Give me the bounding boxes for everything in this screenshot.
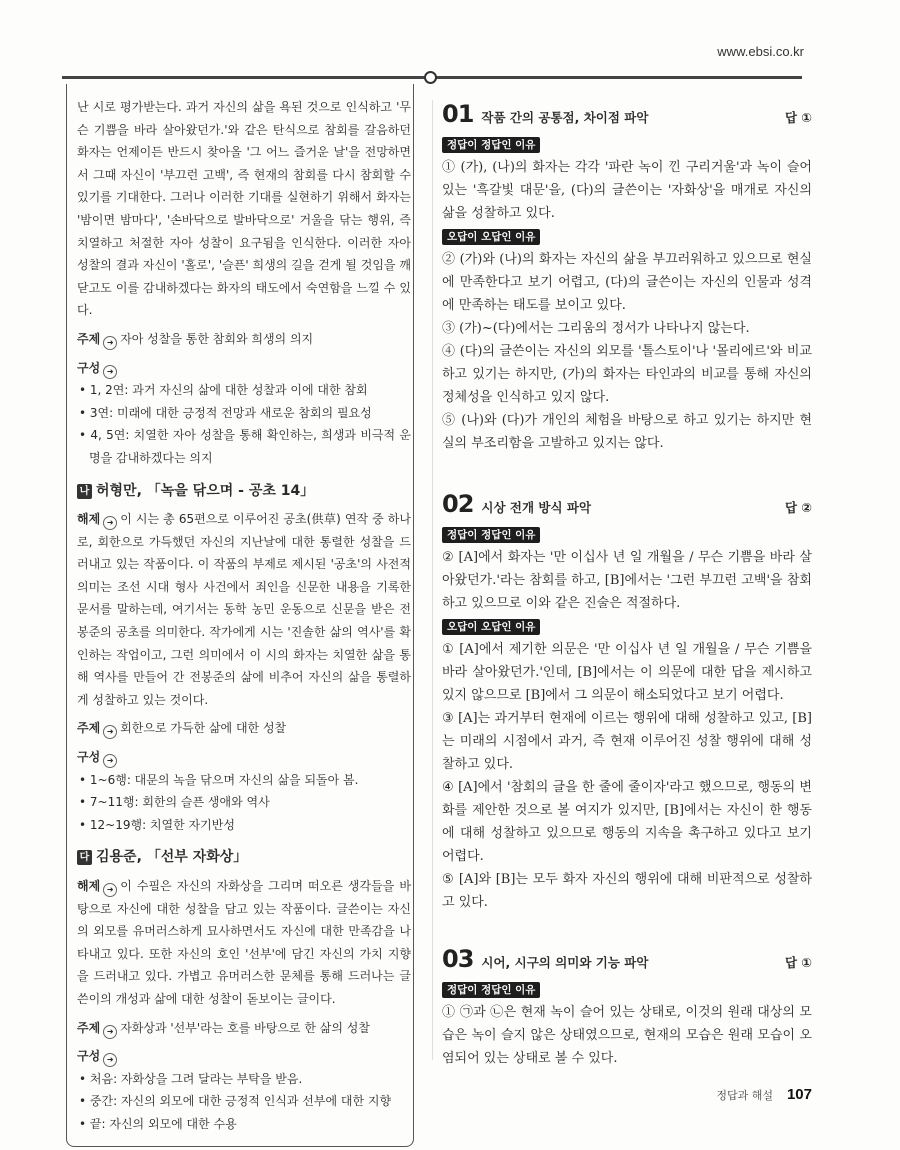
- column-divider: [432, 100, 433, 1060]
- arrow-icon: ➜: [103, 754, 117, 768]
- arrow-icon: ➜: [103, 883, 117, 897]
- page-footer: [442, 1086, 812, 1123]
- structure-label: 구성: [77, 1049, 101, 1064]
- explanation: ② [A]에서 화자는 '만 이십사 년 일 개월을 / 무슨 기쁨을 바라 살아왔던가.'라는 참회를 하고, [B]에서는 '그런 부끄런 고백'을 참회하고 있으므로 이와 같은 진술은 적절하다.: [442, 550, 812, 611]
- arrow-icon: ➜: [103, 725, 117, 739]
- correct-reason-tag: 정답이 정답인 이유: [442, 982, 540, 998]
- structure-item: • 끝: 자신의 외모에 대한 수용: [79, 1116, 237, 1131]
- explanation: ③ (가)~(다)에서는 그리움의 정서가 나타나지 않는다.: [442, 321, 750, 336]
- explanation: ① ㉠과 ㉡은 현재 녹이 슬어 있는 상태로, 이것의 원래 대상의 모습은 녹이 슬지 않은 상태였으므로, 현재의 모습은 원래 모습이 오염되어 있는 상태로 볼 수 있다.: [442, 1005, 812, 1066]
- structure-item: • 7~11행: 회한의 슬픈 생애와 역사: [79, 795, 270, 810]
- structure-item: • 3연: 미래에 대한 긍정적 전망과 새로운 참회의 필요성: [79, 405, 372, 420]
- structure-item: • 처음: 자화상을 그려 달라는 부탁을 받음.: [79, 1071, 303, 1086]
- na-analysis: 이 시는 총 65편으로 이루어진 공초(供草) 연작 중 하나로, 회한으로 가득했던 자신의 지난날에 대한 통렬한 성찰을 드러내고 있는 작품이다. 이 작품의 부제로 제시된 '공초'의 사전적 의미는 조선 시대 형사 사건에서 죄인을 신문한 내용을 기록한 문서를 말하는데, 여기서는 동학 농민 운동으로 신문을 받은 전봉준의 공초를 의미한다. 작가에게 시는 '진솔한 삶의 역사'를 확인하는 작업이고, 그런 의미에서 이 시의 화자는 치열한 삶을 통해 역사를 만들어 간 전봉준의 삶에 비추어 자신의 삶을 통렬하게 성찰하고 있는 것이다.: [77, 512, 411, 707]
- answer: 답 ②: [784, 500, 812, 515]
- structure-item: • 중간: 자신의 외모에 대한 긍정적 인식과 선부에 대한 지향: [79, 1094, 392, 1109]
- question-number: 03: [442, 945, 474, 973]
- explanation: ④ [A]에서 '참회의 글을 한 줄에 줄이자'라고 했으므로, 행동의 변화를 제안한 것으로 볼 여지가 있지만, [B]에서는 자신이 한 행동에 대해 성찰하고 있으므로 행동의 지속을 촉구하고 있다고 보기 어렵다.: [442, 780, 812, 864]
- question-number: 02: [442, 490, 474, 518]
- structure-item: • 12~19행: 치열한 자기반성: [79, 817, 235, 832]
- commentary-box: [66, 84, 414, 1147]
- question-03: [442, 945, 812, 1070]
- arrow-icon: ➜: [103, 516, 117, 530]
- question-02: [442, 490, 812, 934]
- wrong-reason-tag: 오답이 오답인 이유: [442, 229, 540, 245]
- structure-label: 구성: [77, 360, 101, 375]
- explanation: ⑤ [A]와 [B]는 모두 화자 자신의 행위에 대해 비판적으로 성찰하고 있다.: [442, 872, 812, 910]
- da-title: 김용준, 「선부 자화상」: [96, 849, 248, 866]
- explanation: ① (가), (나)의 화자는 각각 '파란 녹이 낀 구리거울'과 녹이 슬어 있는 '흑갈빛 대문'을, (다)의 글쓴이는 '자화상'을 매개로 자신의 삶을 성찰하고 있다.: [442, 160, 812, 221]
- na-section: [77, 480, 411, 837]
- explanation: ② (가)와 (나)의 화자는 자신의 삶을 부끄러워하고 있으므로 현실에 만족한다고 보기 어렵고, (다)의 글쓴이는 자신의 인물과 성격에 만족하는 태도를 보이고 있다.: [442, 252, 812, 313]
- page-number: 107: [786, 1086, 812, 1103]
- question-title: 작품 간의 공통점, 차이점 파악: [481, 110, 649, 125]
- da-section: [77, 846, 411, 1135]
- explanation: ① [A]에서 제기한 의문은 '만 이십사 년 일 개월을 / 무슨 기쁨을 바라 살아왔던가.'인데, [B]에서는 이 의문에 대한 답을 제시하고 있지 않으므로 [B]에서 그 의문이 해소되었다고 보기 어렵다.: [442, 642, 812, 703]
- arrow-icon: ➜: [103, 336, 117, 350]
- na-title: 허형만, 「녹을 닦으며 - 공초 14」: [96, 482, 315, 499]
- theme-label: 주제: [77, 721, 101, 736]
- answer: 답 ①: [784, 955, 812, 970]
- wrong-reason-tag: 오답이 오답인 이유: [442, 619, 540, 635]
- work-badge-da: 다: [77, 850, 92, 865]
- header-rule-dot: [424, 71, 437, 84]
- structure-item: • 1~6행: 대문의 녹을 닦으며 자신의 삶을 되돌아 봄.: [79, 772, 359, 787]
- theme-label: 주제: [77, 1020, 101, 1035]
- explanation: ③ [A]는 과거부터 현재에 이르는 행위에 대해 성찰하고 있고, [B]는 미래의 시점에서 과거, 즉 현재 이루어진 성찰 행위에 대해 성찰하고 있다.: [442, 711, 812, 772]
- correct-reason-tag: 정답이 정답인 이유: [442, 137, 540, 153]
- question-01: [442, 100, 812, 479]
- analysis-label: 해제: [77, 512, 101, 527]
- arrow-icon: ➜: [103, 1025, 117, 1039]
- da-analysis: 이 수필은 자신의 자화상을 그리며 떠오른 생각들을 바탕으로 자신에 대한 성찰을 담고 있는 작품이다. 글쓴이는 자신의 외모를 유머러스하게 묘사하면서도 자신에 대한 만족감을 나타내고 있다. 또한 자신의 호인 '선부'에 담긴 자신의 가치 지향을 드러내고 있다. 가볍고 유머러스한 문체를 통해 드러나는 글쓴이의 개성과 삶에 대한 성찰이 돋보이는 글이다.: [77, 879, 411, 1006]
- question-title: 시어, 시구의 의미와 기능 파악: [481, 955, 649, 970]
- ga-intro: 난 시로 평가받는다. 과거 자신의 삶을 욕된 것으로 인식하고 '무슨 기쁨을 바라 살아왔던가.'와 같은 탄식으로 참회를 갈음하던 화자는 언제이든 반드시 찾아올 '그 어느 즐거운 날'을 전망하면서 그때 자신이 '부끄런 고백', 즉 현재의 참회를 다시 참회할 수 있기를 기대한다. 그러나 이러한 기대를 실현하기 위해서 화자는 '밤이면 밤마다', '손바닥으로 발바닥으로' 거울을 닦는 행위, 즉 치열하고 처절한 자아 성찰이 요구됨을 인식한다. 이러한 자아 성찰의 결과 자신이 '홀로', '슬픈' 희생의 길을 걷게 될 것임을 깨닫고도 이를 감내하겠다는 화자의 태도에서 숙연함을 느낄 수 있다.: [77, 100, 411, 318]
- explanation: ④ (다)의 글쓴이는 자신의 외모를 '톨스토이'나 '몰리에르'와 비교하고 있기는 하지만, (가)의 화자는 타인과의 비교를 통해 자신의 정체성을 인식하고 있지 않다.: [442, 344, 812, 405]
- site-url: www.ebsi.co.kr: [717, 44, 804, 59]
- question-number: 01: [442, 100, 474, 128]
- work-badge-na: 나: [77, 484, 92, 499]
- arrow-icon: ➜: [103, 365, 117, 379]
- theme-label: 주제: [77, 331, 101, 346]
- explanation: ⑤ (나)와 (다)가 개인의 체험을 바탕으로 하고 있기는 하지만 현실의 부조리함을 고발하고 있지는 않다.: [442, 413, 812, 451]
- arrow-icon: ➜: [103, 1053, 117, 1067]
- ga-theme: 자아 성찰을 통한 참회와 희생의 의지: [120, 331, 314, 346]
- analysis-label: 해제: [77, 879, 101, 893]
- structure-item: • 1, 2연: 과거 자신의 삶에 대한 성찰과 이에 대한 참회: [79, 383, 368, 398]
- question-title: 시상 전개 방식 파악: [481, 500, 592, 515]
- correct-reason-tag: 정답이 정답인 이유: [442, 527, 540, 543]
- ga-section: [77, 96, 411, 470]
- answers-column: [442, 100, 812, 1123]
- structure-item: • 4, 5연: 치열한 자아 성찰을 통해 확인하는, 희생과 비극적 운명을 감내하겠다는 의지: [79, 428, 411, 465]
- answer: 답 ①: [784, 110, 812, 125]
- footer-label: 정답과 해설: [716, 1089, 773, 1102]
- structure-label: 구성: [77, 750, 101, 765]
- na-theme: 회한으로 가득한 삶에 대한 성찰: [120, 721, 287, 736]
- da-theme: 자화상과 '선부'라는 호를 바탕으로 한 삶의 성찰: [120, 1020, 370, 1035]
